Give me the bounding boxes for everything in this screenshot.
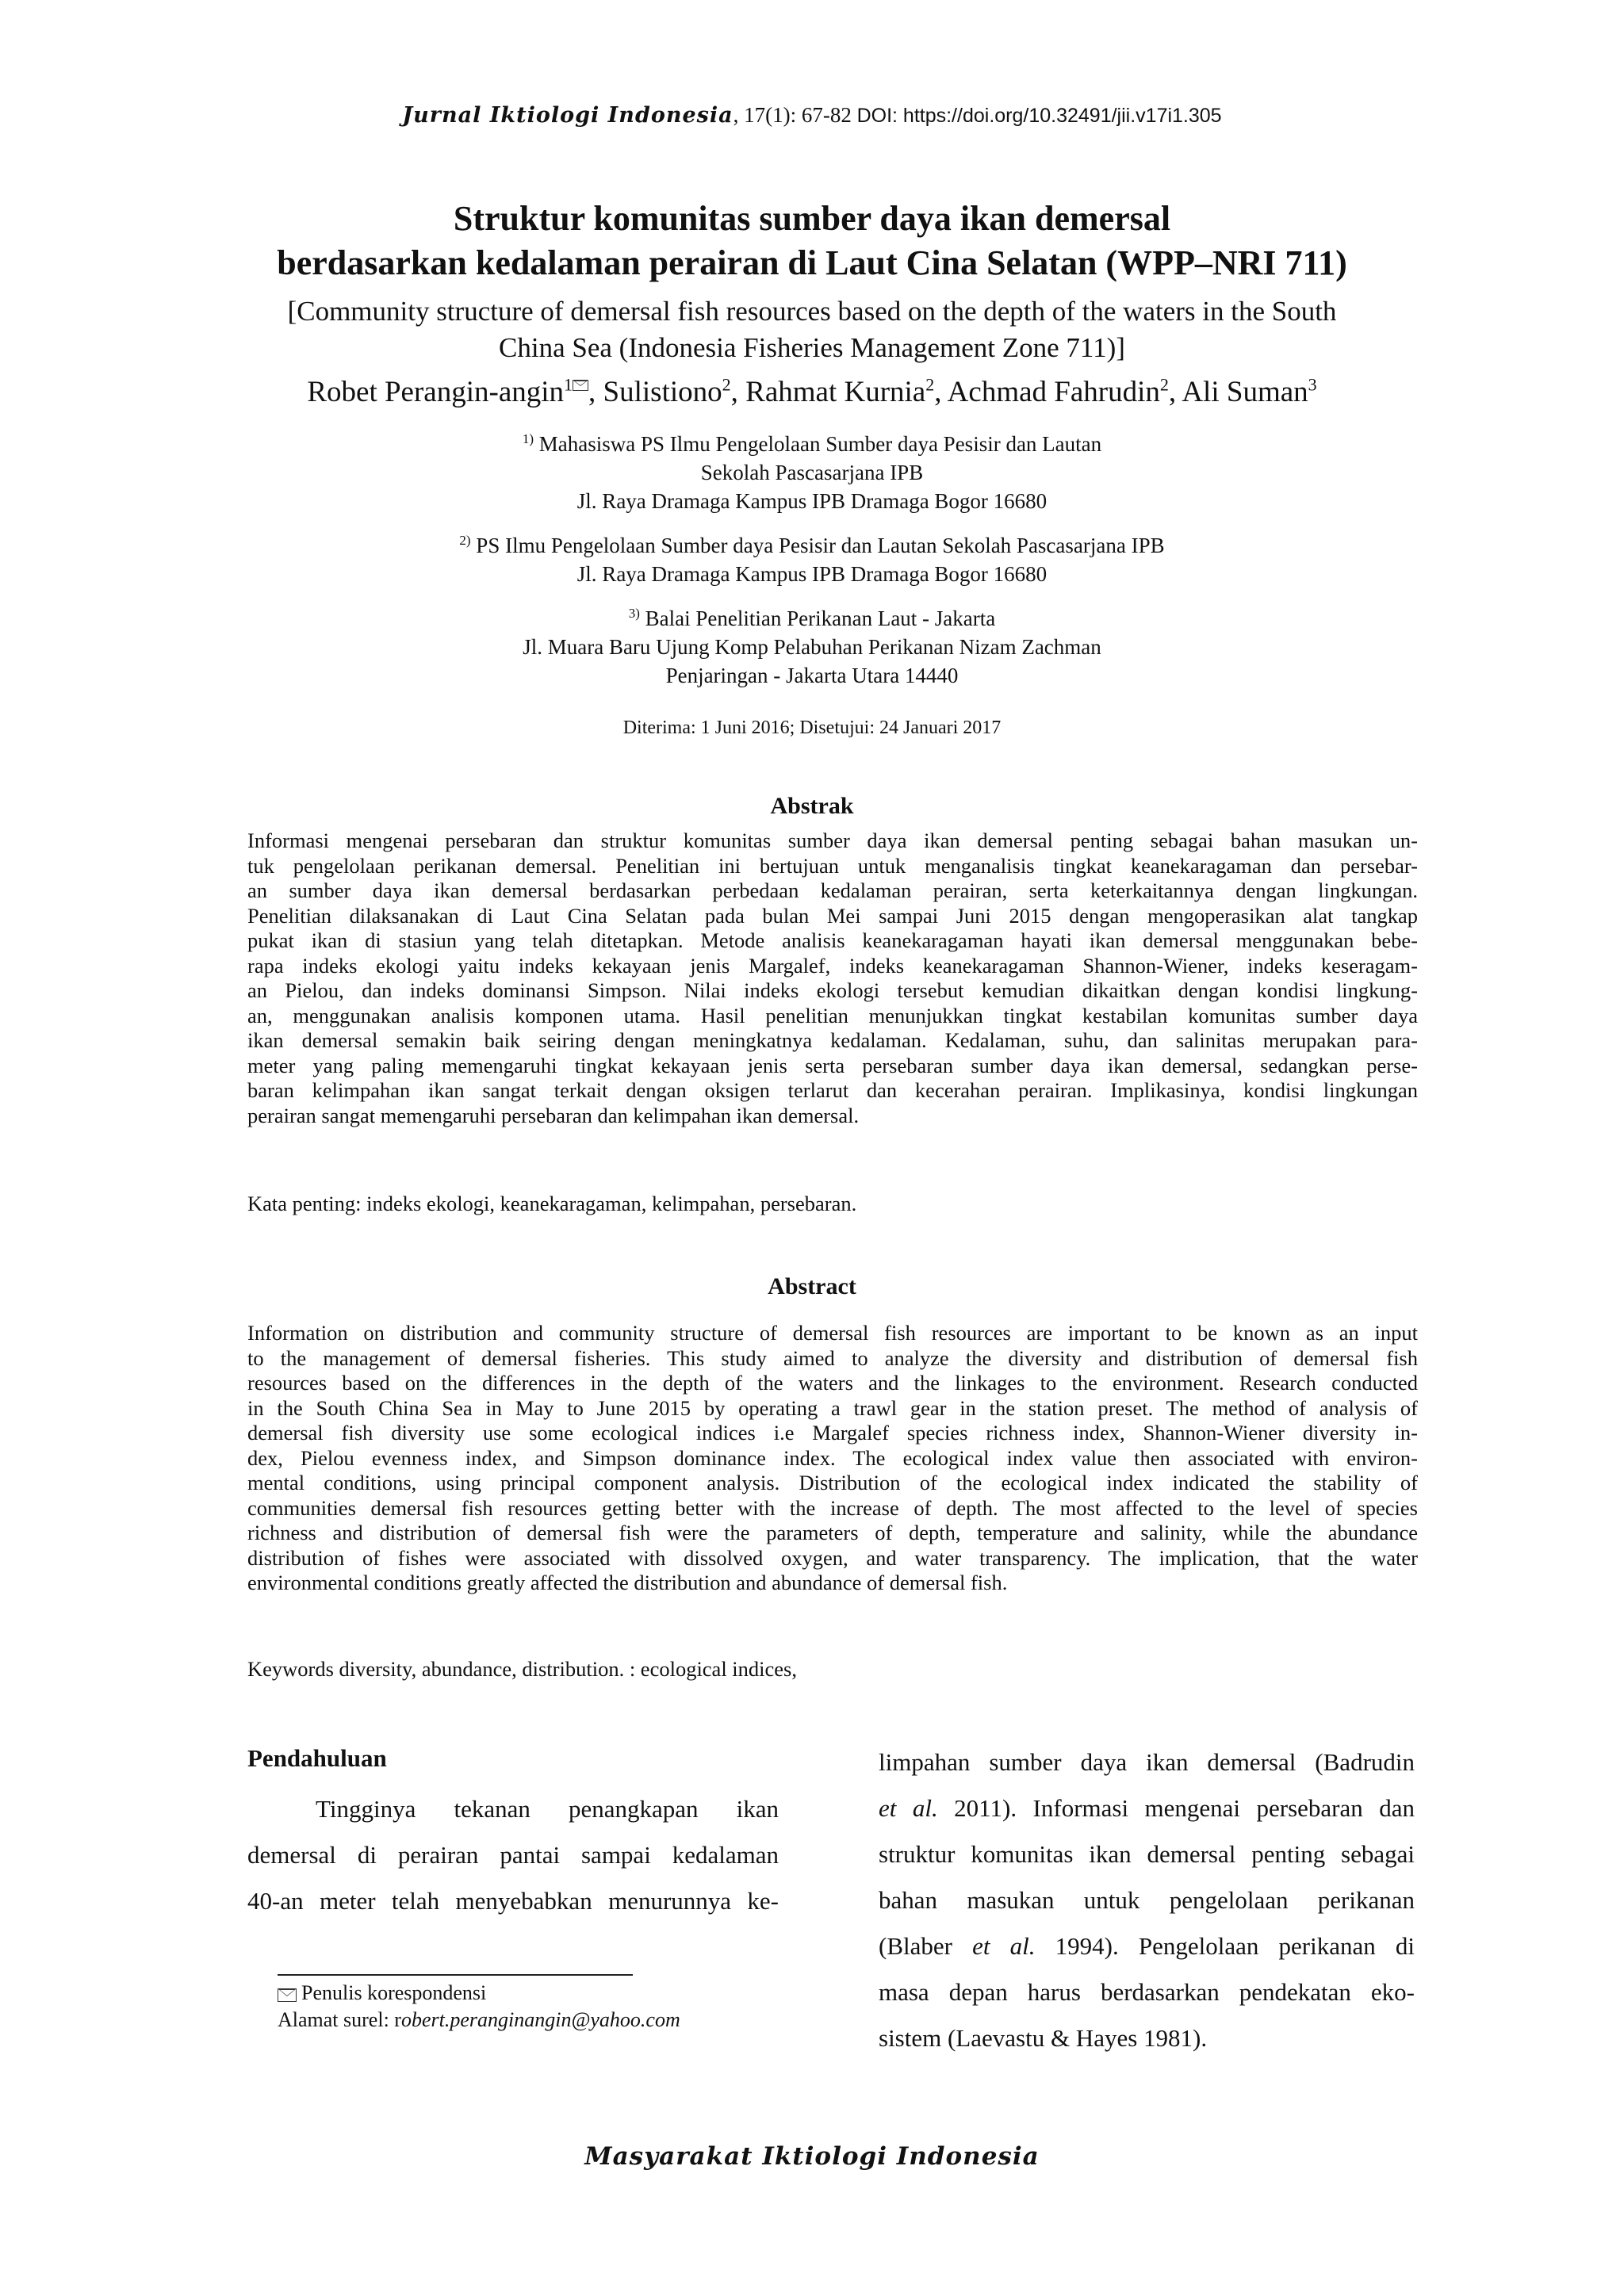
et-al: et al.: [879, 1794, 938, 1822]
author-name: , Sulistiono: [588, 376, 722, 408]
mail-icon: [278, 1988, 297, 2002]
kata-penting: Kata penting: indeks ekologi, keanekaragaman, kelimpahan, persebaran.: [247, 1192, 857, 1215]
author-affil-mark: 2: [1159, 374, 1169, 395]
affil-line: Balai Penelitian Perikanan Laut - Jakarta: [639, 607, 996, 630]
article-subtitle: [0, 293, 1624, 366]
article-title: [0, 197, 1624, 285]
footnote-label: Penulis korespondensi: [301, 1981, 487, 2004]
intro-line: demersal di perairan pantai sampai kedalaman: [247, 1841, 779, 1869]
abstrak-body: [247, 828, 1418, 1128]
affil-mark: 1): [522, 431, 534, 446]
affil-line: Jl. Raya Dramaga Kampus IPB Dramaga Bogor 16680: [576, 489, 1048, 513]
abstrak-line: rapa indeks ekologi yaitu indeks kekayaan jenis Margalef, indeks keanekaragaman Shannon-Wiener, indeks keseragam-: [247, 953, 1418, 978]
abstrak-line: perairan sangat memengaruhi persebaran dan kelimpahan ikan demersal.: [247, 1103, 860, 1127]
affil-line: Mahasiswa PS Ilmu Pengelolaan Sumber daya Pesisir dan Lautan: [534, 432, 1102, 456]
footnote-rule: [278, 1974, 633, 1976]
abstrak-line: tuk pengelolaan perikanan demersal. Penelitian ini bertujuan untuk menganalisis tingkat keanekaragaman dan persebar-: [247, 853, 1418, 878]
intro-line: et al. 2011). Informasi mengenai persebaran dan: [879, 1794, 1415, 1822]
affiliation-2: [0, 531, 1624, 588]
abstrak-line: Penelitian dilaksanakan di Laut Cina Selatan pada bulan Mei sampai Juni 2015 dengan mengoperasikan alat tangkap: [247, 903, 1418, 928]
title-line: berdasarkan kedalaman perairan di Laut Cina Selatan (WPP–NRI 711): [277, 243, 1347, 282]
footnote: [278, 1980, 680, 2034]
abstract-body: [247, 1321, 1418, 1596]
intro-line: 40-an meter telah menyebabkan menurunnya ke-: [247, 1887, 779, 1915]
abstract-line: in the South China Sea in May to June 2015 by operating a trawl gear in the station preset. The method of analysis of: [247, 1395, 1418, 1420]
received-accepted-dates: Diterima: 1 Juni 2016; Disetujui: 24 Januari 2017: [622, 718, 1002, 738]
affil-mark: 2): [459, 533, 471, 548]
affil-line: Jl. Raya Dramaga Kampus IPB Dramaga Bogor 16680: [576, 562, 1048, 586]
abstrak-line: an, menggunakan analisis komponen utama. Hasil penelitian menunjukkan tingkat kestabilan komunitas sumber daya: [247, 1003, 1418, 1027]
abstract-line: Information on distribution and community structure of demersal fish resources are important to be known as an input: [247, 1321, 1418, 1345]
affil-line: Sekolah Pascasarjana IPB: [700, 461, 924, 484]
abstrak-line: an sumber daya ikan demersal berdasarkan perbedaan kedalaman perairan, serta keterkaitannya dengan lingkungan.: [247, 878, 1418, 902]
author-affil-mark: 2: [925, 374, 935, 395]
author-affil-mark: 3: [1308, 374, 1317, 395]
abstract-heading: Abstract: [768, 1273, 856, 1299]
author-affil-mark: 2: [722, 374, 731, 395]
subtitle-line: China Sea (Indonesia Fisheries Management Zone 711)]: [499, 332, 1125, 363]
affiliation-3: [0, 604, 1624, 690]
title-line: Struktur komunitas sumber daya ikan demersal: [453, 199, 1171, 238]
intro-right-column: [879, 1739, 1415, 2061]
email-prefix: Alamat surel: r: [278, 2008, 401, 2031]
abstract-line: dex, Pielou evenness index, and Simpson dominance index. The ecological index value then associated with environ-: [247, 1445, 1418, 1470]
intro-line: bahan masukan untuk pengelolaan perikanan: [879, 1886, 1415, 1914]
intro-line: struktur komunitas ikan demersal penting sebagai: [879, 1840, 1415, 1868]
abstract-line: demersal fish diversity use some ecological indices i.e Margalef species richness index, Shannon-Wiener diversity in-: [247, 1421, 1418, 1445]
abstract-line: mental conditions, using principal component analysis. Distribution of the ecological index indicated the stability of: [247, 1471, 1418, 1494]
doi-link[interactable]: DOI: https://doi.org/10.32491/jii.v17i1.305: [856, 105, 1222, 127]
author-name: , Ali Suman: [1168, 376, 1308, 408]
abstrak-line: baran kelimpahan ikan sangat terkait dengan oksigen terlarut dan kecerahan perairan. Implikasinya, kondisi lingkungan: [247, 1078, 1418, 1102]
affil-line: Jl. Muara Baru Ujung Komp Pelabuhan Perikanan Nizam Zachman: [523, 635, 1101, 659]
journal-header: [0, 103, 1624, 128]
affil-line: PS Ilmu Pengelolaan Sumber daya Pesisir dan Lautan Sekolah Pascasarjana IPB: [470, 534, 1165, 557]
affil-mark: 3): [628, 606, 640, 621]
abstrak-line: an Pielou, dan indeks dominansi Simpson. Nilai indeks ekologi tersebut kemudian dikaitkan dengan kondisi lingkung-: [247, 978, 1418, 1002]
et-al: et al.: [972, 1932, 1036, 1960]
abstrak-line: ikan demersal semakin baik seiring dengan meningkatnya kedalaman. Kedalaman, suhu, dan salinitas merupakan para-: [247, 1028, 1418, 1052]
intro-line: masa depan harus berdasarkan pendekatan eko-: [879, 1978, 1415, 2006]
keywords: Keywords diversity, abundance, distribution. : ecological indices,: [247, 1657, 797, 1681]
journal-name: Jurnal Iktiologi Indonesia: [402, 103, 733, 128]
intro-line: Tingginya tekanan penangkapan ikan: [316, 1795, 779, 1823]
intro-line: limpahan sumber daya ikan demersal (Badrudin: [879, 1748, 1415, 1776]
abstract-line: communities demersal fish resources getting better with the increase of depth. The most affected to the level of species: [247, 1495, 1418, 1520]
intro-left-column: [247, 1786, 779, 1924]
abstrak-heading: Abstrak: [770, 793, 854, 819]
abstrak-line: meter yang paling memengaruhi tingkat kekayaan jenis serta persebaran sumber daya ikan demersal, sedangkan perse-: [247, 1053, 1418, 1077]
affiliation-1: [0, 430, 1624, 515]
author-list: [0, 375, 1624, 409]
author-name: , Rahmat Kurnia: [730, 376, 926, 408]
affil-line: Penjaringan - Jakarta Utara 14440: [665, 664, 959, 687]
intro-line: (Blaber et al. 1994). Pengelolaan perikanan di: [879, 1932, 1415, 1960]
abstract-line: to the management of demersal fisheries. This study aimed to analyze the diversity and distribution of demersal fish: [247, 1345, 1418, 1370]
email-link[interactable]: obert.peranginangin@yahoo.com: [400, 2008, 680, 2031]
page-footer: Masyarakat Iktiologi Indonesia: [584, 2142, 1040, 2171]
author-name: Robet Perangin-angin: [307, 376, 565, 408]
abstract-line: distribution of fishes were associated with dissolved oxygen, and water transparency. The implication, that the water: [247, 1545, 1418, 1570]
abstrak-line: pukat ikan di stasiun yang telah ditetapkan. Metode analisis keanekaragaman hayati ikan demersal menggunakan bebe-: [247, 928, 1418, 952]
abstract-line: richness and distribution of demersal fish were the parameters of depth, temperature and salinity, while the abundance: [247, 1521, 1418, 1544]
author-affil-mark: 1: [564, 374, 573, 395]
mail-icon: [573, 380, 588, 391]
subtitle-line: [Community structure of demersal fish resources based on the depth of the waters in the South: [287, 296, 1337, 327]
abstract-line: environmental conditions greatly affected the distribution and abundance of demersal fish.: [247, 1571, 1008, 1594]
author-name: , Achmad Fahrudin: [934, 376, 1160, 408]
intro-line: sistem (Laevastu & Hayes 1981).: [879, 2024, 1208, 2052]
journal-citation: , 17(1): 67-82: [733, 103, 857, 127]
abstract-line: resources based on the differences in the depth of the waters and the linkages to the environment. Research conducted: [247, 1371, 1418, 1395]
intro-heading: Pendahuluan: [247, 1744, 387, 1772]
abstrak-line: Informasi mengenai persebaran dan struktur komunitas sumber daya ikan demersal penting sebagai bahan masukan un-: [247, 828, 1418, 852]
